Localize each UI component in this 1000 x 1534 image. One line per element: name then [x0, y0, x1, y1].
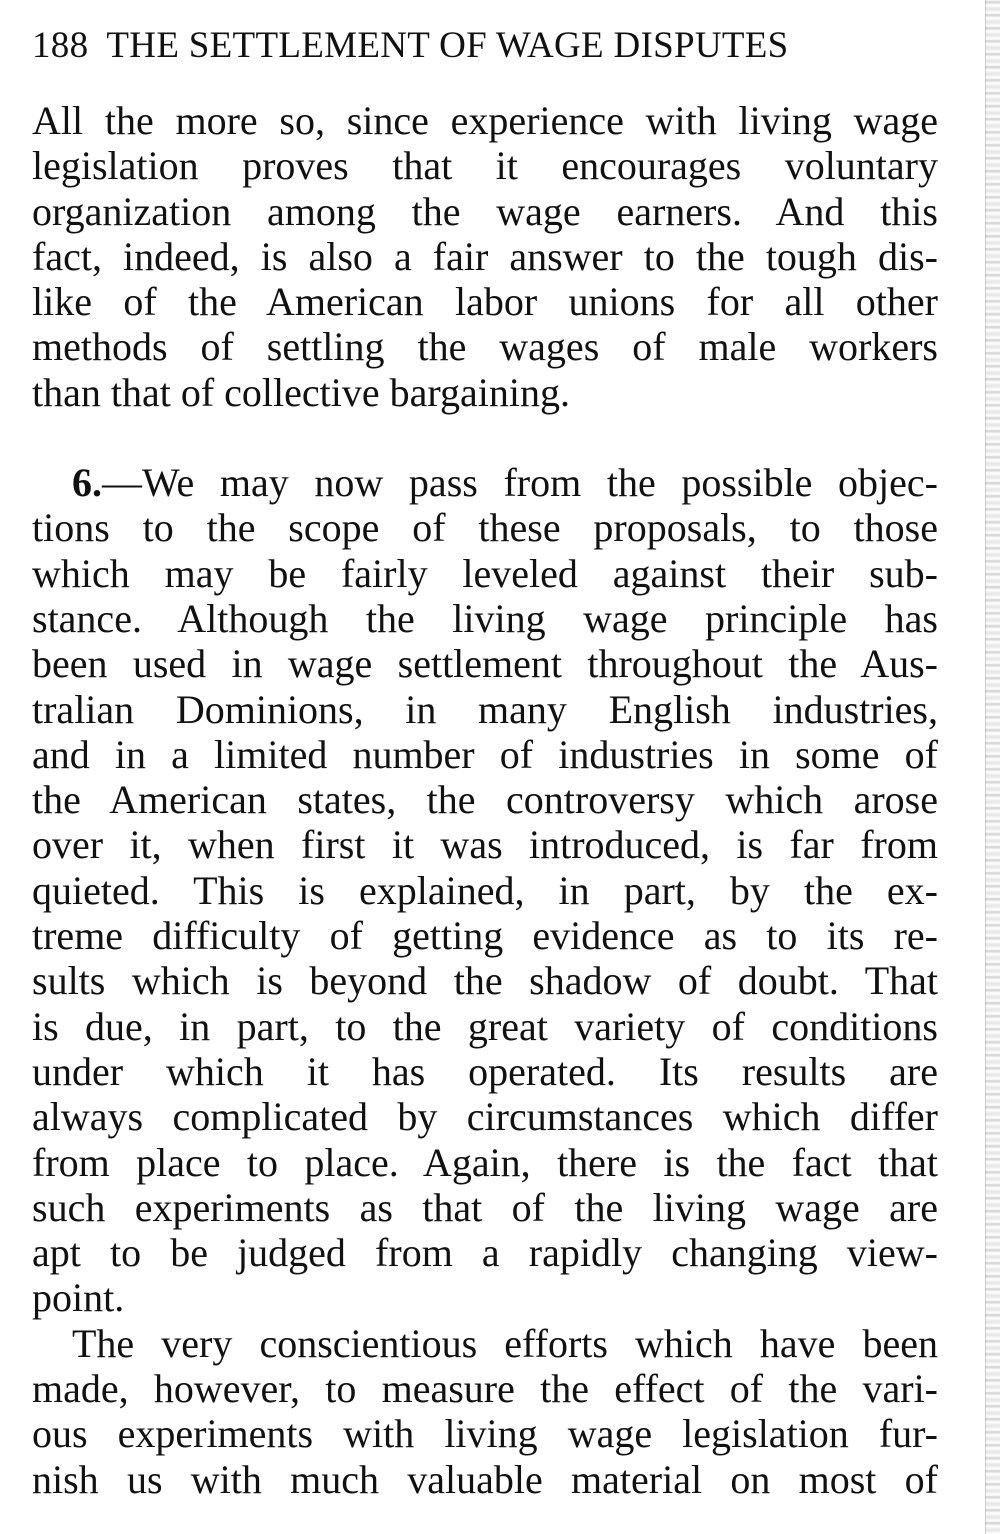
text-line: from place to place. Again, there is the fact that	[32, 1139, 938, 1185]
text-line: tralian Dominions, in many English industries,	[32, 686, 938, 732]
paragraph-1	[32, 98, 938, 415]
text-line: methods of settling the wages of male workers	[32, 324, 938, 370]
text-line	[32, 460, 938, 505]
text-line: like of the American labor unions for all other	[32, 279, 938, 325]
text-line: organization among the wage earners. And this	[32, 188, 938, 234]
text-line: nish us with much valuable material on most of	[32, 1456, 938, 1502]
text-line: which may be fairly leveled against their sub-	[32, 550, 938, 596]
text-line: is due, in part, to the great variety of conditions	[32, 1003, 938, 1049]
paragraph-3	[32, 1321, 938, 1502]
text-line: ous experiments with living wage legislation fur-	[32, 1411, 938, 1457]
text-line: over it, when first it was introduced, is far from	[32, 822, 938, 868]
text-line: and in a limited number of industries in some of	[32, 731, 938, 777]
section-number: 6.	[72, 460, 102, 506]
text-line: always complicated by circumstances which differ	[32, 1094, 938, 1140]
text-line: the American states, the controversy which arose	[32, 777, 938, 823]
page-number: 188	[32, 25, 89, 66]
paragraph-2	[32, 460, 938, 1321]
text-line: stance. Although the living wage principle has	[32, 595, 938, 641]
running-head	[32, 18, 942, 74]
text-line: such experiments as that of the living wage are	[32, 1184, 938, 1230]
text-line: treme difficulty of getting evidence as to its re-	[32, 913, 938, 959]
text-line: tions to the scope of these proposals, to those	[32, 505, 938, 551]
text-line-content: —We may now pass from the possible objec-	[102, 460, 938, 506]
text-line: sults which is beyond the shadow of doubt. That	[32, 958, 938, 1004]
text-line: legislation proves that it encourages voluntary	[32, 143, 938, 189]
text-line: than that of collective bargaining.	[32, 369, 570, 415]
text-line: been used in wage settlement throughout the Aus-	[32, 641, 938, 687]
text-line: under which it has operated. Its results are	[32, 1048, 938, 1094]
body-text	[32, 98, 938, 1502]
paragraph-gap	[32, 415, 938, 460]
running-title: THE SETTLEMENT OF WAGE DISPUTES	[106, 25, 789, 66]
text-line: fact, indeed, is also a fair answer to the tough dis-	[32, 233, 938, 279]
text-line: The very conscientious efforts which have been	[72, 1320, 938, 1366]
text-line: apt to be judged from a rapidly changing view-	[32, 1230, 938, 1276]
text-line: quieted. This is explained, in part, by the ex-	[32, 867, 938, 913]
scan-edge-shadow	[985, 0, 1000, 1534]
text-line: made, however, to measure the effect of the vari-	[32, 1366, 938, 1412]
text-line: All the more so, since experience with living wage	[32, 98, 938, 143]
text-line: point.	[32, 1275, 125, 1321]
